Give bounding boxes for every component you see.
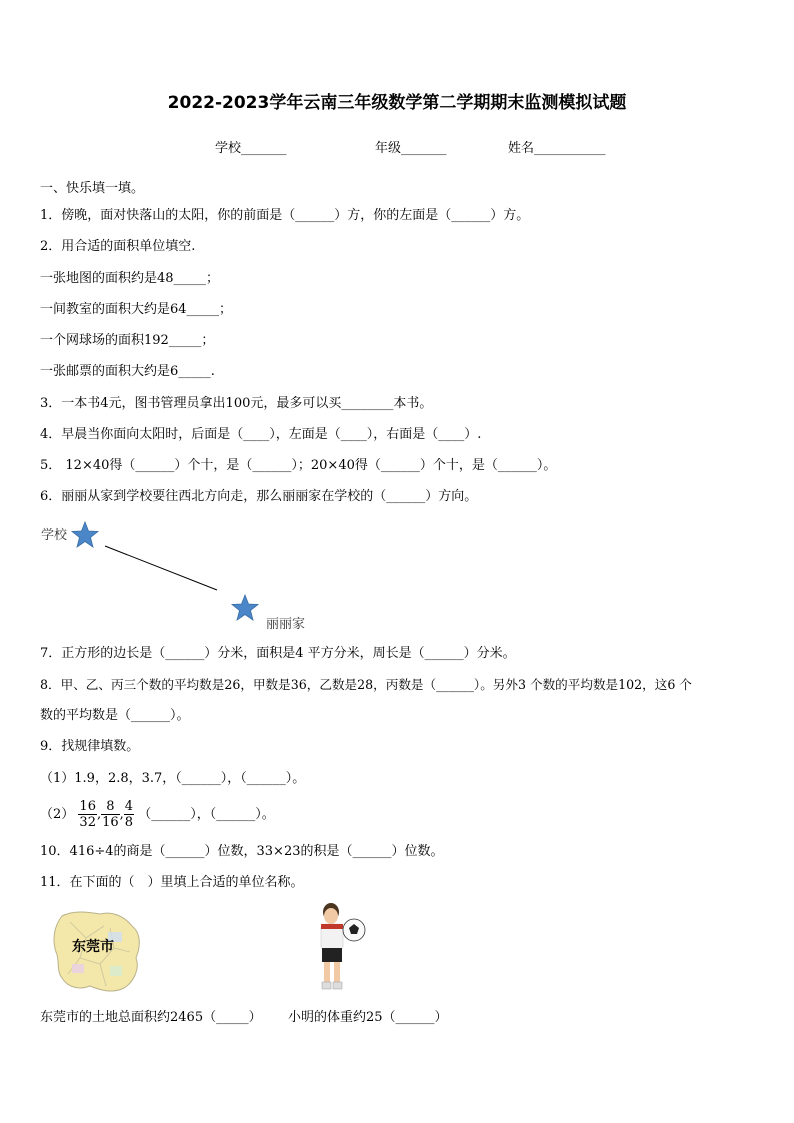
question-11-caption-2: 小明的体重约25（______） [288, 1010, 448, 1025]
question-2: 2．用合适的面积单位填空. [40, 239, 196, 254]
denominator: 32 [79, 815, 96, 830]
question-2-line: 一间教室的面积大约是64_____； [40, 302, 233, 317]
question-11: 11．在下面的（ ）里填上合适的单位名称。 [40, 875, 304, 890]
question-2-line: 一张地图的面积约是48_____； [40, 271, 220, 286]
question-3: 3．一本书4元，图书管理员拿出100元，最多可以买________本书。 [40, 396, 433, 411]
direction-diagram [70, 518, 270, 628]
question-8: 8．甲、乙、丙三个数的平均数是26，甲数是36，乙数是28，丙数是（______）。另外3 个数的平均数是102，这6 个 [40, 677, 692, 692]
name-field: 姓名___________ [508, 141, 606, 156]
denominator: 8 [124, 815, 134, 830]
part-label: （2） [40, 807, 75, 822]
home-label: 丽丽家 [266, 617, 306, 632]
grade-field: 年级_______ [375, 141, 447, 156]
numerator: 8 [101, 799, 120, 815]
home-star-icon [232, 595, 258, 620]
school-field: 学校_______ [215, 141, 287, 156]
question-6: 6．丽丽从家到学校要往西北方向走，那么丽丽家在学校的（______）方向。 [40, 489, 478, 504]
question-1: 1．傍晚，面对快落山的太阳，你的前面是（______）方，你的左面是（______）方。 [40, 208, 530, 223]
school-label: 学校 [41, 528, 68, 543]
question-11-caption-1: 东莞市的土地总面积约2465（_____） [40, 1010, 262, 1025]
fraction [124, 799, 134, 830]
question-5: 5． 12×40得（______）个十，是（______）；20×40得（______）个十，是（______）。 [40, 458, 557, 473]
question-9: 9．找规律填数。 [40, 739, 140, 754]
path-line [105, 546, 217, 590]
page-title: 2022-2023学年云南三年级数学第二学期期末监测模拟试题 [167, 93, 627, 113]
denominator: 16 [102, 815, 119, 830]
boy-with-ball-image [312, 902, 368, 996]
question-2-line: 一个网球场的面积192_____； [40, 333, 215, 348]
answer-blanks: （______），（______）。 [138, 807, 275, 822]
question-10: 10．416÷4的商是（______）位数，33×23的积是（______）位数。 [40, 844, 444, 859]
question-2-line: 一张邮票的面积大约是6_____. [40, 364, 215, 379]
question-8-cont: 数的平均数是（______）。 [40, 708, 190, 723]
question-9-part-2: （2） $\frac{16}{32}$ , $\frac{8}{16}$ , $\frac{4}{8}$ （______），（______）。 [40, 799, 275, 830]
fraction [101, 799, 120, 830]
section-heading: 一、快乐填一填。 [40, 181, 145, 196]
map-city-label: 东莞市 [72, 939, 114, 955]
numerator: 4 [124, 799, 134, 814]
question-9-part-1: （1）1.9，2.8，3.7，（______），（______）。 [40, 771, 306, 786]
fraction [78, 799, 97, 830]
question-7: 7．正方形的边长是（______）分米，面积是4 平方分米，周长是（______）分米。 [40, 646, 516, 661]
school-star-icon [72, 522, 98, 547]
question-4: 4．早晨当你面向太阳时，后面是（____），左面是（____），右面是（____）. [40, 427, 482, 442]
numerator: 16 [79, 799, 96, 814]
